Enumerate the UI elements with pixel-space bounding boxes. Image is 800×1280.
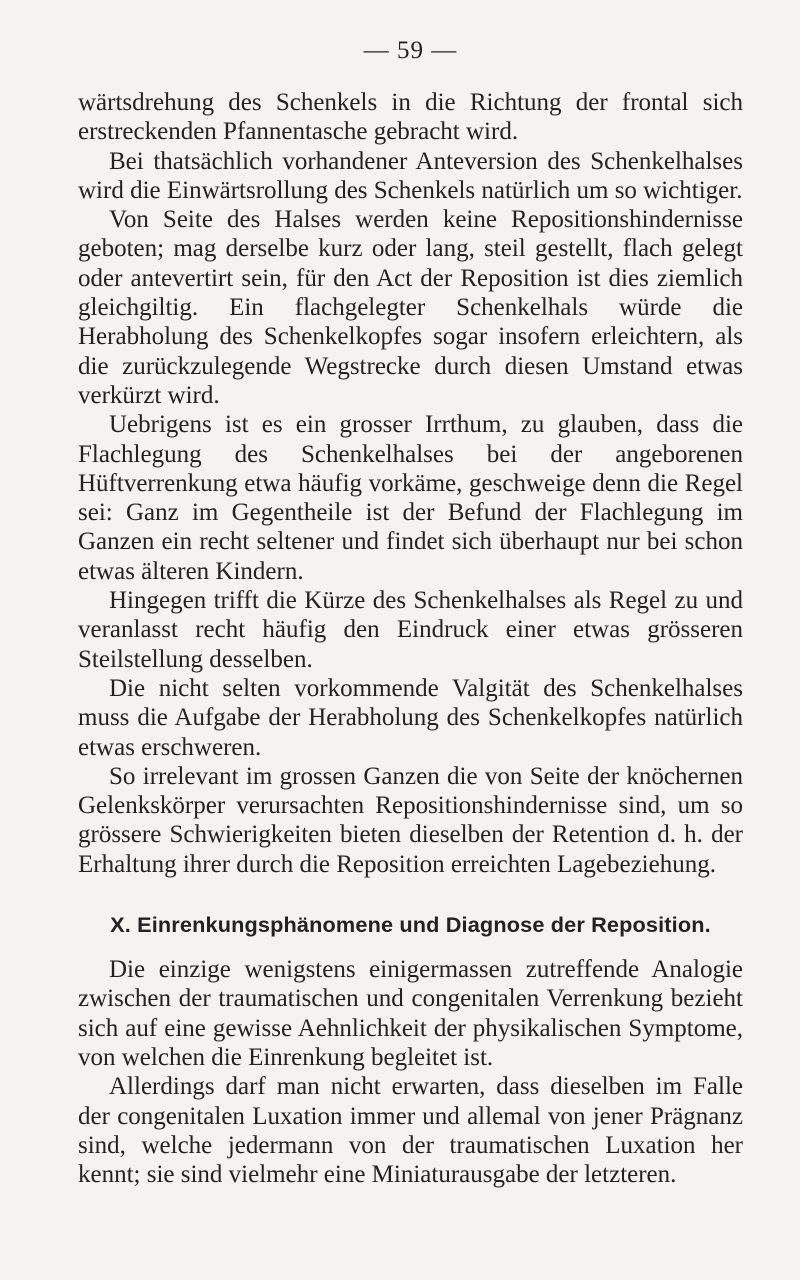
paragraph-4: Uebrigens ist es ein grosser Irrthum, zu glauben, dass die Flachlegung des Schenkelhalses bei der angeborenen Hüftverrenkung etwa häufig vorkäme, geschweige denn die Regel sei: Ganz im Gegentheile ist der Befund der Flachlegung im Ganzen ein recht seltener und findet sich überhaupt nur bei schon etwas älteren Kindern. xyxy=(78,411,743,585)
paragraph-6: Die nicht selten vorkommende Valgität des Schenkelhalses muss die Aufgabe der Herabholung des Schenkelkopfes natürlich etwas erschweren. xyxy=(78,674,743,761)
paragraph-9: Allerdings darf man nicht erwarten, dass dieselben im Falle der congenitalen Luxation immer und allemal von jener Prägnanz sind, welche jedermann von der traumatischen Luxation her kennt; sie sind vielmehr eine Miniaturausgabe der letzteren. xyxy=(78,1073,743,1189)
paragraph-2: Bei thatsächlich vorhandener Anteversion des Schenkelhalses wird die Einwärtsrollung des Schenkels natürlich um so wichtiger. xyxy=(78,147,743,204)
paragraph-5: Hingegen trifft die Kürze des Schenkelhalses als Regel zu und veranlasst recht häufig den Eindruck einer etwas grösseren Steilstellung desselben. xyxy=(78,587,743,673)
paragraph-8: Die einzige wenigstens einigermassen zutreffende Analogie zwischen der traumatischen und congenitalen Verrenkung bezieht sich auf eine gewisse Aehnlichkeit der physikalischen Symptome, von welchen die Einrenkung begleitet ist. xyxy=(78,956,743,1071)
document-page xyxy=(78,36,743,1189)
paragraph-1: wärtsdrehung des Schenkels in die Richtung der frontal sich erstreckenden Pfannentasche gebracht wird. xyxy=(78,89,743,146)
paragraph-7: So irrelevant im grossen Ganzen die von Seite der knöchernen Gelenkskörper verursachten Repositionshindernisse sind, um so grössere Schwierigkeiten bieten dieselben der Retention d. h. der Erhaltung ihrer durch die Reposition erreichten Lagebeziehung. xyxy=(78,762,743,878)
paragraph-3: Von Seite des Halses werden keine Repositionshindernisse geboten; mag derselbe kurz oder lang, steil gestellt, flach gelegt oder antevertirt sein, für den Act der Reposition ist dies ziemlich gleichgiltig. Ein flachgelegter Schenkelhals würde die Herabholung des Schenkelkopfes sogar insofern erleichtern, als die zurückzulegende Wegstrecke durch diesen Umstand etwas verkürzt wird. xyxy=(78,206,743,409)
page-number: — 59 — xyxy=(363,37,458,64)
section-heading: X. Einrenkungsphänomene und Diagnose der Reposition. xyxy=(110,912,711,938)
